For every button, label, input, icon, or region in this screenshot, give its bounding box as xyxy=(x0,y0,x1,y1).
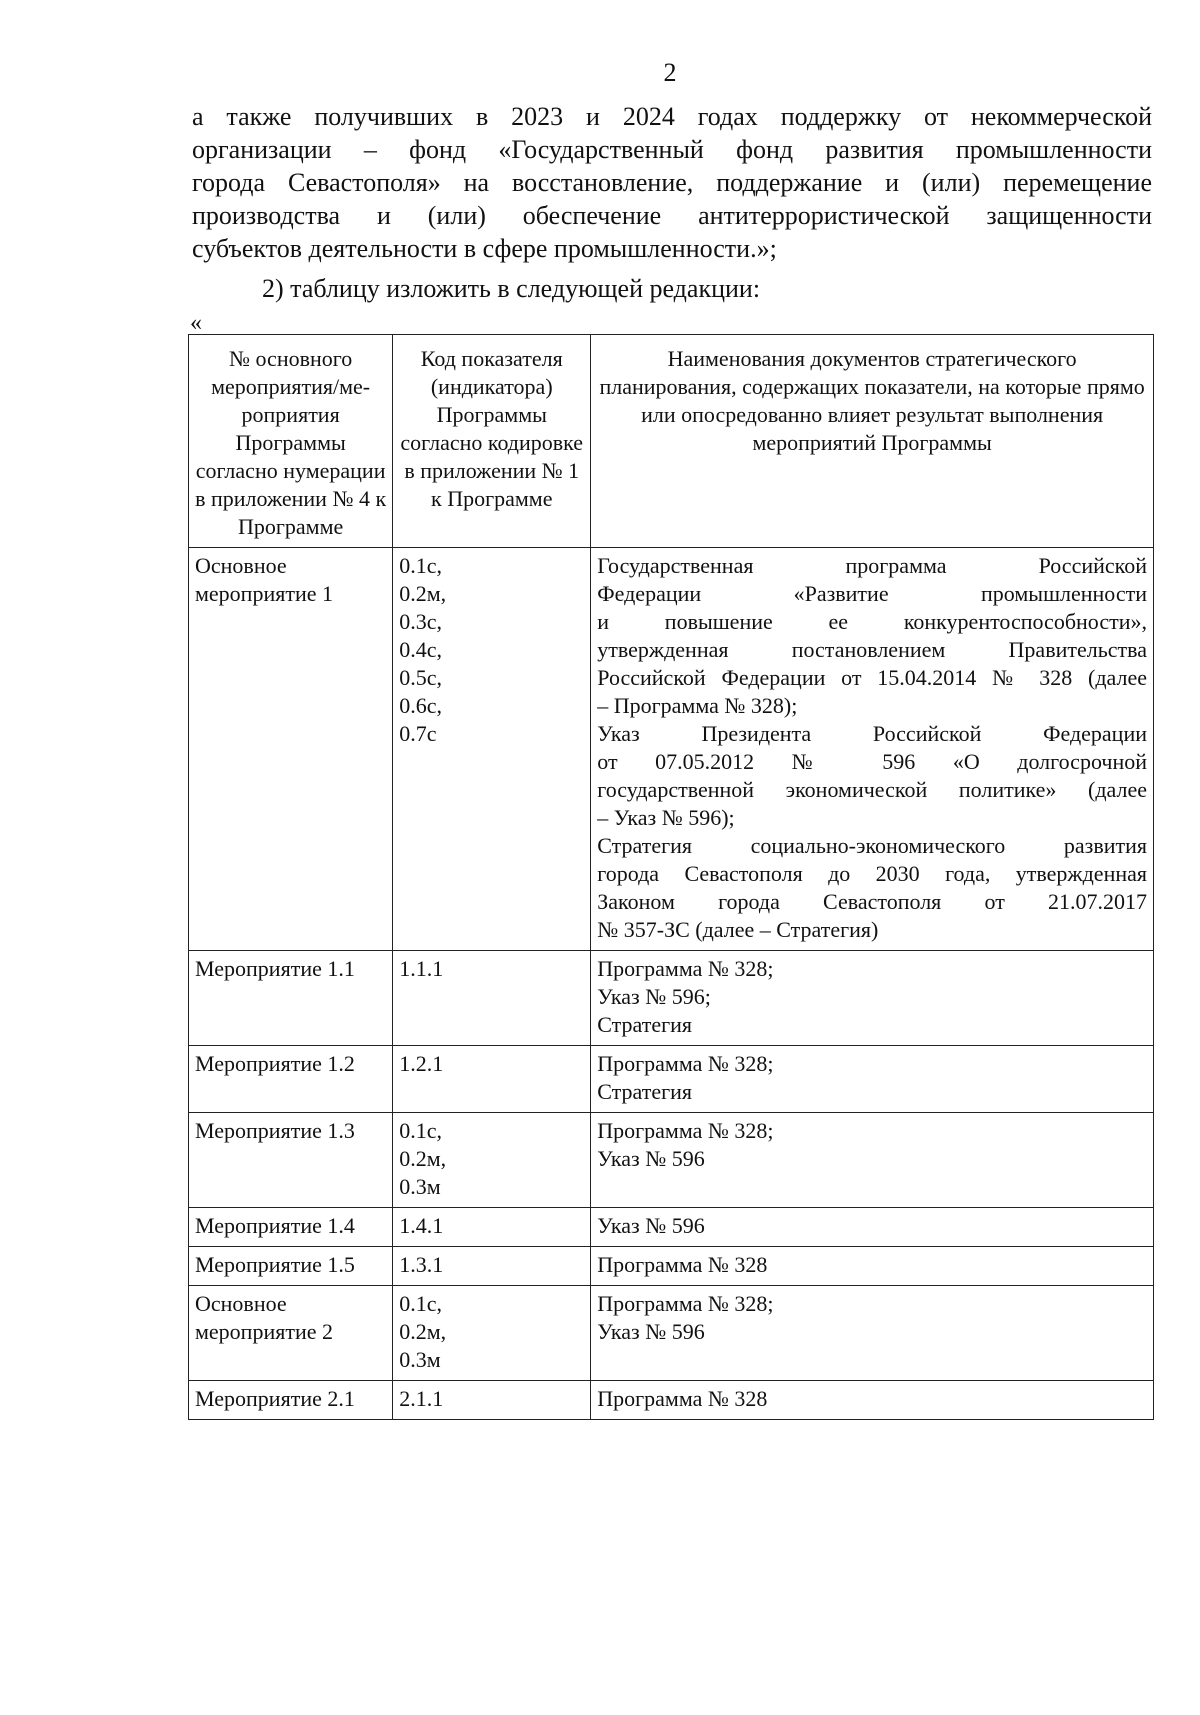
document-line: от 07.05.2012 № 596 «О долгосрочной xyxy=(597,749,1147,774)
indicator-code: 2.1.1 xyxy=(399,1386,444,1411)
document-line: Указ № 596; xyxy=(597,984,711,1009)
document-line: Программа № 328; xyxy=(597,1118,774,1143)
cell-strategic-documents xyxy=(591,1113,1154,1208)
table-row xyxy=(189,951,1154,1046)
document-line: утвержденная постановлением Правительства xyxy=(597,637,1147,662)
document-line: государственной экономической политике» (далее xyxy=(597,777,1147,802)
document-line: Указ Президента Российской Федерации xyxy=(597,721,1147,746)
table-row xyxy=(189,1208,1154,1247)
document-line: Российской Федерации от 15.04.2014 № 328 (далее xyxy=(597,665,1147,690)
indicator-code: 1.1.1 xyxy=(399,956,444,981)
header-strategic-documents: Наименования документов стратегического планирования, содержащих показатели, на которые прямо или опосредованно влияет результат выполнения мероприятий Программы xyxy=(591,335,1154,548)
table-row xyxy=(189,1046,1154,1113)
indicator-code: 1.3.1 xyxy=(399,1252,444,1277)
item-2-text: 2) таблицу изложить в следующей редакции: xyxy=(262,274,761,303)
indicator-code: 0.1с, xyxy=(399,1291,443,1316)
indicator-code: 0.7с xyxy=(399,721,437,746)
document-line: Стратегия xyxy=(597,1012,693,1037)
cell-indicator-codes xyxy=(393,1046,591,1113)
document-line: и повышение ее конкурентоспособности», xyxy=(597,609,1147,634)
header-event-number: № основного мероприятия/ме-роприятия Программы согласно нумерации в приложении № 4 к Программе xyxy=(189,335,393,548)
table-row xyxy=(189,1247,1154,1286)
cell-indicator-codes xyxy=(393,951,591,1046)
document-line: Программа № 328 xyxy=(597,1252,768,1277)
cell-strategic-documents xyxy=(591,1046,1154,1113)
table-row xyxy=(189,548,1154,951)
intro-line: производства и (или) обеспечение антитеррористической защищенности xyxy=(192,201,1152,230)
cell-strategic-documents xyxy=(591,548,1154,951)
intro-paragraph xyxy=(192,100,1152,265)
cell-indicator-codes xyxy=(393,1381,591,1420)
document-line: Указ № 596 xyxy=(597,1319,705,1344)
document-line: Программа № 328 xyxy=(597,1386,768,1411)
cell-indicator-codes xyxy=(393,1286,591,1381)
indicator-code: 0.2м, xyxy=(399,581,447,606)
cell-event: Мероприятие 1.3 xyxy=(189,1113,393,1208)
document-line: Федерации «Развитие промышленности xyxy=(597,581,1147,606)
table-row xyxy=(189,1286,1154,1381)
indicator-code: 0.4с, xyxy=(399,637,443,662)
document-line: № 357-ЗС (далее – Стратегия) xyxy=(597,917,879,942)
document-line: города Севастополя до 2030 года, утвержденная xyxy=(597,861,1147,886)
document-line: Указ № 596 xyxy=(597,1213,705,1238)
document-line: Программа № 328; xyxy=(597,956,774,981)
page-number: 2 xyxy=(663,58,677,87)
intro-line: организации – фонд «Государственный фонд развития промышленности xyxy=(192,135,1152,164)
cell-strategic-documents xyxy=(591,1208,1154,1247)
cell-strategic-documents xyxy=(591,1286,1154,1381)
indicator-code: 0.1с, xyxy=(399,1118,443,1143)
indicator-code: 0.3м xyxy=(399,1347,441,1372)
indicator-code: 1.2.1 xyxy=(399,1051,444,1076)
cell-indicator-codes xyxy=(393,1247,591,1286)
cell-event: Мероприятие 1.4 xyxy=(189,1208,393,1247)
indicator-code: 0.2м, xyxy=(399,1319,447,1344)
cell-event: Мероприятие 1.2 xyxy=(189,1046,393,1113)
document-line: Государственная программа Российской xyxy=(597,553,1147,578)
indicator-code: 0.5с, xyxy=(399,665,443,690)
intro-line: а также получивших в 2023 и 2024 годах поддержку от некоммерческой xyxy=(192,102,1152,131)
cell-strategic-documents xyxy=(591,1381,1154,1420)
document-line: Указ № 596 xyxy=(597,1146,705,1171)
table-row xyxy=(189,1113,1154,1208)
cell-strategic-documents xyxy=(591,951,1154,1046)
cell-event: Мероприятие 1.5 xyxy=(189,1247,393,1286)
document-line: Стратегия xyxy=(597,1079,693,1104)
table-header-row xyxy=(189,335,1154,548)
cell-indicator-codes xyxy=(393,1208,591,1247)
indicator-code: 0.6с, xyxy=(399,693,443,718)
document-line: Стратегия социально-экономического развития xyxy=(597,833,1147,858)
document-line: Программа № 328; xyxy=(597,1291,774,1316)
cell-indicator-codes xyxy=(393,1113,591,1208)
opening-quote-mark: « xyxy=(190,310,202,336)
intro-line: субъектов деятельности в сфере промышленности.»; xyxy=(192,234,777,263)
indicators-table xyxy=(188,334,1154,1420)
indicator-code: 0.1с, xyxy=(399,553,443,578)
table-body xyxy=(189,548,1154,1420)
document-line: Законом города Севастополя от 21.07.2017 xyxy=(597,889,1147,914)
indicator-code: 0.3с, xyxy=(399,609,443,634)
indicator-code: 0.2м, xyxy=(399,1146,447,1171)
document-line: – Указ № 596); xyxy=(597,805,735,830)
document-line: Программа № 328; xyxy=(597,1051,774,1076)
cell-event: Мероприятие 2.1 xyxy=(189,1381,393,1420)
indicator-code: 1.4.1 xyxy=(399,1213,444,1238)
cell-event: Основное мероприятие 1 xyxy=(189,548,393,951)
intro-line: города Севастополя» на восстановление, поддержание и (или) перемещение xyxy=(192,168,1152,197)
header-indicator-code: Код показателя (индикатора) Программы согласно кодировке в приложении № 1 к Программе xyxy=(393,335,591,548)
indicator-code: 0.3м xyxy=(399,1174,441,1199)
document-line: – Программа № 328); xyxy=(597,693,798,718)
cell-strategic-documents xyxy=(591,1247,1154,1286)
cell-indicator-codes xyxy=(393,548,591,951)
table-row xyxy=(189,1381,1154,1420)
cell-event: Основное мероприятие 2 xyxy=(189,1286,393,1381)
cell-event: Мероприятие 1.1 xyxy=(189,951,393,1046)
